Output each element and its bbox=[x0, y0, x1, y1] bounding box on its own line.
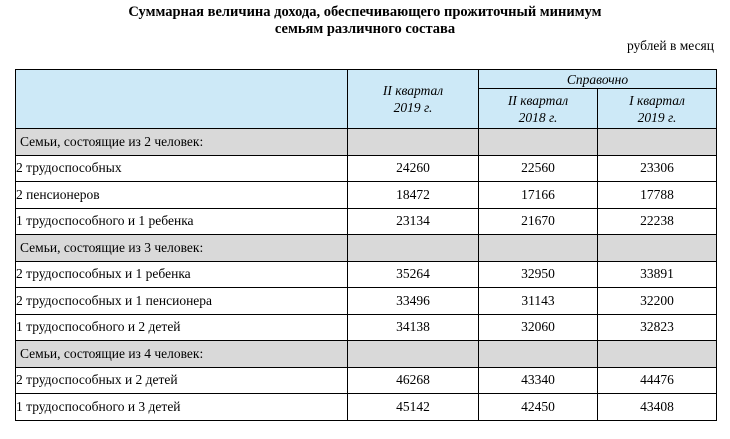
header-col-q2-2019-line1: II квартал bbox=[382, 83, 444, 98]
value-q1-2019: 33891 bbox=[598, 261, 717, 288]
group-label: Семьи, состоящие из 2 человек: bbox=[16, 129, 348, 156]
value-q1-2019: 17788 bbox=[598, 182, 717, 209]
value-q2-2019: 24260 bbox=[348, 155, 479, 182]
group-row bbox=[16, 235, 717, 262]
header-col-q1-2019 bbox=[598, 89, 717, 129]
row-label: 2 трудоспособных и 1 ребенка bbox=[16, 261, 348, 288]
table-row bbox=[16, 394, 717, 421]
income-table bbox=[15, 69, 717, 421]
value-q1-2019: 32200 bbox=[598, 288, 717, 315]
table-row bbox=[16, 261, 717, 288]
value-q2-2018: 43340 bbox=[479, 367, 598, 394]
row-label: 1 трудоспособного и 2 детей bbox=[16, 314, 348, 341]
value-q2-2019: 18472 bbox=[348, 182, 479, 209]
value-q1-2019: 43408 bbox=[598, 394, 717, 421]
title-line-2: семьям различного состава bbox=[274, 21, 456, 37]
group-row bbox=[16, 129, 717, 156]
value-q2-2018: 42450 bbox=[479, 394, 598, 421]
header-col-q2-2018-line1: II квартал bbox=[507, 92, 569, 108]
row-label: 2 трудоспособных bbox=[16, 155, 348, 182]
value-q2-2019: 33496 bbox=[348, 288, 479, 315]
value-q2-2019: 23134 bbox=[348, 208, 479, 235]
value-q1-2019: 32823 bbox=[598, 314, 717, 341]
header-col-q2-2018 bbox=[479, 89, 598, 129]
value-q1-2019: 23306 bbox=[598, 155, 717, 182]
header-col-q1-2019-line1: I квартал bbox=[629, 92, 685, 108]
header-col-q2-2019 bbox=[348, 70, 479, 129]
value-q1-2019: 22238 bbox=[598, 208, 717, 235]
header-empty-cell bbox=[16, 70, 348, 129]
group-label: Семьи, состоящие из 3 человек: bbox=[16, 235, 348, 262]
table-row bbox=[16, 155, 717, 182]
group-row bbox=[16, 341, 717, 368]
row-label: 2 пенсионеров bbox=[16, 182, 348, 209]
value-q2-2018: 31143 bbox=[479, 288, 598, 315]
header-col-q1-2019-line2: 2019 г. bbox=[637, 109, 677, 125]
table-row bbox=[16, 288, 717, 315]
row-label: 2 трудоспособных и 1 пенсионера bbox=[16, 288, 348, 315]
value-q2-2018: 32950 bbox=[479, 261, 598, 288]
row-label: 1 трудоспособного и 1 ребенка bbox=[16, 208, 348, 235]
table-row bbox=[16, 314, 717, 341]
group-label: Семьи, состоящие из 4 человек: bbox=[16, 341, 348, 368]
header-row-1 bbox=[16, 70, 717, 89]
value-q2-2019: 45142 bbox=[348, 394, 479, 421]
row-label: 1 трудоспособного и 3 детей bbox=[16, 394, 348, 421]
units-note: рублей в месяц bbox=[626, 38, 714, 53]
value-q1-2019: 44476 bbox=[598, 367, 717, 394]
header-col-q2-2019-line2: 2019 г. bbox=[393, 100, 433, 115]
header-reference: Справочно bbox=[479, 70, 717, 89]
table-row bbox=[16, 182, 717, 209]
page-title bbox=[0, 4, 730, 38]
value-q2-2018: 21670 bbox=[479, 208, 598, 235]
header-col-q2-2018-line2: 2018 г. bbox=[518, 109, 558, 125]
value-q2-2018: 32060 bbox=[479, 314, 598, 341]
table-row bbox=[16, 208, 717, 235]
value-q2-2019: 34138 bbox=[348, 314, 479, 341]
table-row bbox=[16, 367, 717, 394]
title-line-1: Суммарная величина дохода, обеспечивающего прожиточный минимум bbox=[128, 4, 602, 20]
row-label: 2 трудоспособных и 2 детей bbox=[16, 367, 348, 394]
value-q2-2019: 46268 bbox=[348, 367, 479, 394]
value-q2-2019: 35264 bbox=[348, 261, 479, 288]
value-q2-2018: 17166 bbox=[479, 182, 598, 209]
value-q2-2018: 22560 bbox=[479, 155, 598, 182]
